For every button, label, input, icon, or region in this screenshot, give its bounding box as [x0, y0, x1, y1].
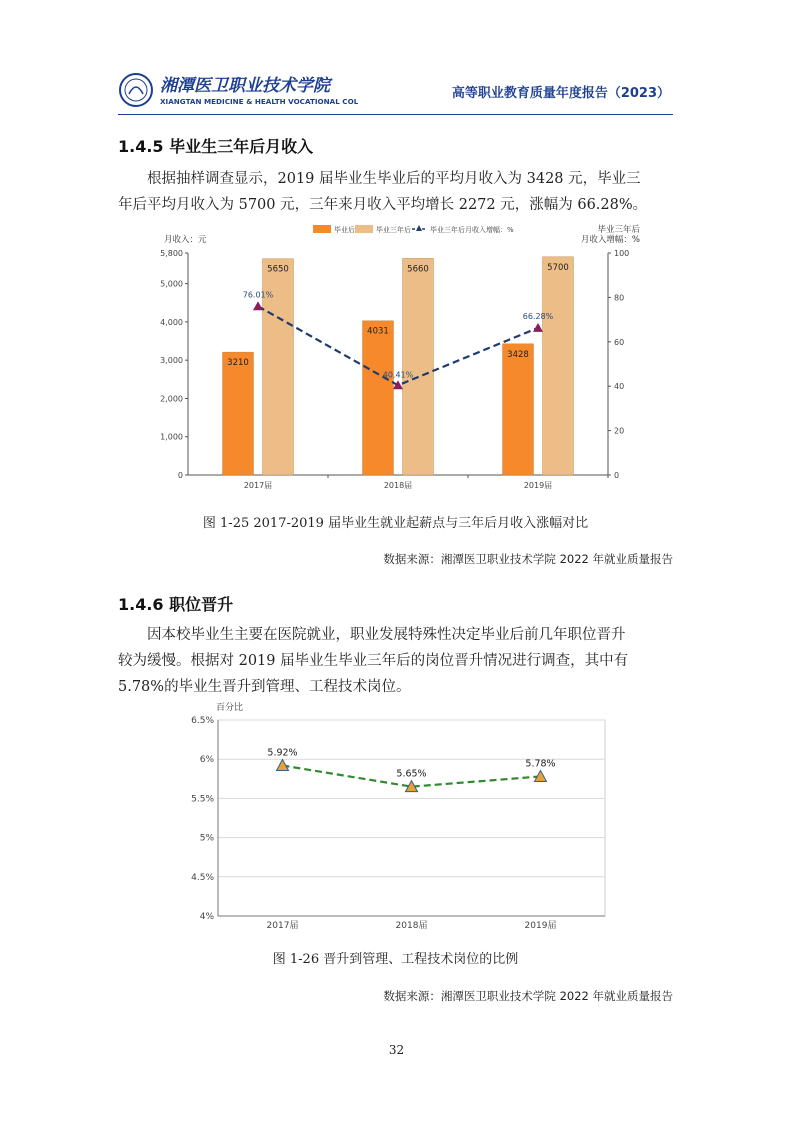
y2-tick-label: 0: [614, 471, 620, 480]
bar-after-graduation: [363, 321, 394, 475]
bar-three-years-later: [403, 258, 434, 475]
y-tick-label: 5,000: [160, 279, 183, 289]
paragraph-line: 5.78%的毕业生晋升到管理、工程技术岗位。: [118, 679, 411, 695]
growth-point: [253, 301, 263, 310]
y-tick-label: 5.5%: [191, 794, 214, 805]
section-title-promotion: 1.4.6 职位晋升: [118, 595, 234, 614]
paragraph-line: 年后平均月收入为 5700 元，三年来月收入平均增长 2272 元，涨幅为 66.28%。: [118, 197, 648, 213]
promotion-point: [277, 759, 289, 770]
bar-three-years-later: [543, 257, 574, 475]
y-tick-label: 0: [177, 471, 183, 480]
y2-axis-title-line2: 月收入增幅：%: [580, 235, 640, 245]
paragraph-line: 较为缓慢。根据对 2019 届毕业生毕业三年后的岗位晋升情况进行调查，其中有: [118, 653, 629, 669]
logo-en-text: XIANGTAN MEDICINE & HEALTH VOCATIONAL COLLEGE: [160, 97, 358, 106]
chart-legend: [313, 225, 514, 234]
paragraph-line: 根据抽样调查显示，2019 届毕业生毕业后的平均月收入为 3428 元，毕业三: [147, 171, 641, 187]
legend-swatch-three-years: [355, 225, 373, 233]
promotion-data-label: 5.78%: [525, 758, 556, 770]
y2-axis-title-line1: 毕业三年后: [597, 225, 640, 235]
growth-point: [393, 380, 403, 389]
y-tick-label: 4%: [199, 912, 214, 922]
y-tick-label: 6.5%: [191, 716, 214, 726]
y-axis-title: 百分比: [216, 703, 244, 713]
promotion-data-label: 5.92%: [267, 747, 298, 759]
growth-data-label: 76.01%: [242, 290, 274, 300]
y2-tick-label: 40: [614, 382, 625, 392]
promotion-line-chart: [180, 698, 610, 935]
income-combo-chart: [150, 220, 650, 495]
y-tick-label: 1,000: [160, 432, 183, 442]
figure-caption-1-25: 图 1-25 2017-2019 届毕业生就业起薪点与三年后月收入涨幅对比: [202, 516, 589, 531]
legend-swatch-after-graduation: [313, 225, 331, 233]
x-tick-label: 2019届: [524, 921, 557, 931]
y-tick-label: 5%: [199, 833, 214, 844]
bar-data-label: 5660: [407, 264, 429, 275]
legend-label-three-years: 毕业三年后: [376, 226, 411, 234]
paragraph-line: 因本校毕业生主要在医院就业，职业发展特殊性决定毕业后前几年职位晋升: [147, 627, 626, 643]
section-title-income: 1.4.5 毕业生三年后月收入: [118, 137, 314, 156]
x-tick-label: 2017届: [243, 481, 273, 490]
legend-label-growth: 毕业三年后月收入增幅：%: [430, 226, 514, 234]
section-paragraph-income: [118, 166, 673, 218]
promotion-data-label: 5.65%: [396, 768, 427, 780]
bar-data-label: 5650: [267, 264, 289, 275]
x-tick-label: 2019届: [523, 481, 553, 490]
y2-tick-label: 60: [614, 337, 625, 347]
bar-after-graduation: [503, 344, 534, 475]
y-axis-title: 月收入：元: [164, 235, 207, 245]
bar-data-label: 5700: [547, 262, 569, 273]
growth-point: [533, 323, 543, 332]
section-paragraph-promotion: [118, 622, 673, 700]
bar-data-label: 4031: [367, 326, 389, 337]
data-source-2: 数据来源：湘潭医卫职业技术学院 2022 年就业质量报告: [383, 989, 673, 1003]
legend-label-after-graduation: 毕业后: [334, 226, 355, 234]
bar-data-label: 3210: [227, 358, 249, 369]
y-tick-label: 3,000: [160, 356, 183, 366]
figure-caption-1-26: 图 1-26 晋升到管理、工程技术岗位的比例: [272, 952, 519, 967]
logo-cn-text: 湘潭医卫职业技术学院: [160, 76, 330, 96]
bar-data-label: 3428: [507, 349, 529, 360]
y-tick-label: 4,000: [160, 317, 183, 327]
y-tick-label: 6%: [199, 755, 214, 766]
y2-tick-label: 20: [614, 426, 625, 436]
y-tick-label: 5,800: [160, 249, 183, 258]
bar-after-graduation: [223, 352, 254, 475]
x-tick-label: 2018届: [383, 481, 413, 490]
growth-data-label: 40.41%: [382, 370, 414, 380]
growth-data-label: 66.28%: [522, 311, 554, 321]
y-tick-label: 2,000: [160, 394, 183, 404]
x-tick-label: 2017届: [266, 921, 299, 931]
header-divider: [118, 114, 673, 115]
college-logo: [118, 70, 358, 110]
y2-tick-label: 100: [614, 249, 630, 258]
y2-tick-label: 80: [614, 293, 625, 303]
y-tick-label: 4.5%: [191, 872, 214, 883]
x-tick-label: 2018届: [395, 921, 428, 931]
legend-marker-growth: [416, 225, 422, 231]
page-number: 32: [388, 1043, 405, 1057]
data-source-1: 数据来源：湘潭医卫职业技术学院 2022 年就业质量报告: [383, 552, 673, 566]
report-title: 高等职业教育质量年度报告（2023）: [451, 86, 670, 101]
